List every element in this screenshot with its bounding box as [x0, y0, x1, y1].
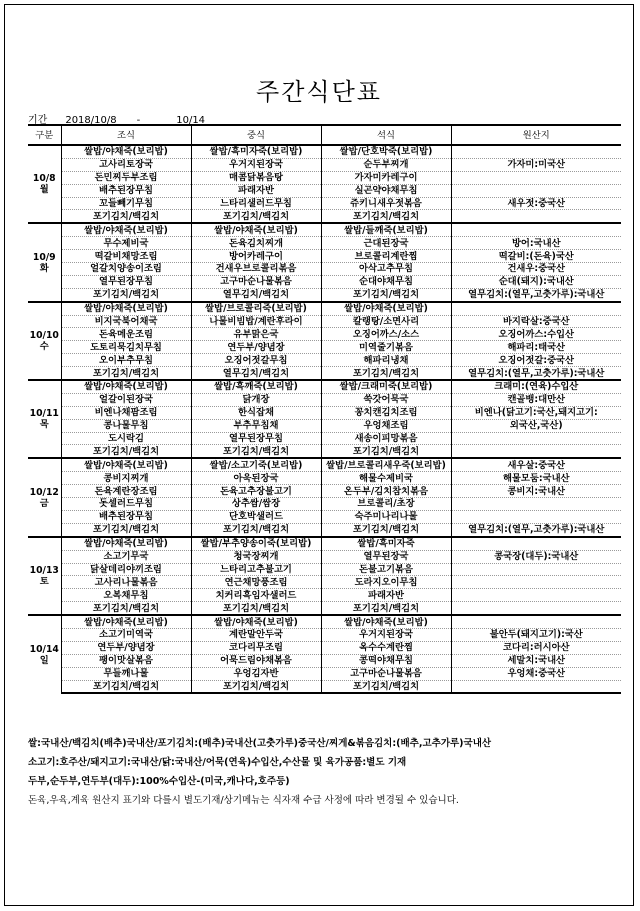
- lunch-cell: 매콤닭볶음탕: [191, 171, 321, 184]
- origin-cell: 열무김치:(열무,고춧가루):국내산: [451, 523, 621, 536]
- breakfast-cell: 비지국북어채국: [61, 315, 191, 328]
- breakfast-cell: 포기김치/백김치: [61, 680, 191, 693]
- origin-cell: 오징어젓갈:중국산: [451, 354, 621, 367]
- menu-row: [28, 563, 621, 576]
- dinner-cell: 포기김치/백김치: [321, 288, 451, 301]
- breakfast-cell: 꼬들빼기무침: [61, 197, 191, 210]
- day-cell: [28, 458, 61, 536]
- origin-cell: 건새우:중국산: [451, 263, 621, 276]
- period-end: 10/14: [176, 115, 206, 126]
- breakfast-cell: 열무된장무침: [61, 275, 191, 288]
- dinner-cell: 열무된장국: [321, 550, 451, 563]
- breakfast-cell: 오복채무침: [61, 589, 191, 602]
- breakfast-cell: 쌀밥/야채죽(보리밥): [61, 615, 191, 628]
- lunch-cell: 고구마순나물볶음: [191, 275, 321, 288]
- lunch-cell: 돈육고추장불고기: [191, 485, 321, 498]
- lunch-cell: 쌀밥/야채죽(보리밥): [191, 223, 321, 236]
- origin-cell: [451, 498, 621, 511]
- menu-row: [28, 288, 621, 301]
- header-breakfast: 조식: [61, 125, 191, 145]
- lunch-cell: 열무김치/백김치: [191, 288, 321, 301]
- lunch-cell: 쌀밥/브로콜리죽(보리밥): [191, 302, 321, 315]
- breakfast-cell: 포기김치/백김치: [61, 367, 191, 380]
- dinner-cell: 실곤약야채무침: [321, 184, 451, 197]
- menu-row: [28, 354, 621, 367]
- origin-cell: 콩국장(대두):국내산: [451, 550, 621, 563]
- breakfast-cell: 돈육계란장조림: [61, 485, 191, 498]
- lunch-cell: 코다리무조림: [191, 641, 321, 654]
- day-date: 10/9: [32, 251, 56, 263]
- menu-row: [28, 576, 621, 589]
- breakfast-cell: 쌀밥/야채죽(보리밥): [61, 458, 191, 471]
- lunch-cell: 부추무침채: [191, 419, 321, 432]
- day-weekday: 화: [39, 262, 49, 274]
- breakfast-cell: 얼갈치양송이조림: [61, 263, 191, 276]
- breakfast-cell: 무들깨나물: [61, 667, 191, 680]
- menu-row: [28, 145, 621, 158]
- breakfast-cell: 포기김치/백김치: [61, 523, 191, 536]
- menu-row: [28, 472, 621, 485]
- period-start: 2018/10/8: [65, 115, 117, 126]
- day-date: 10/12: [29, 486, 59, 498]
- dinner-cell: 아삭고추무침: [321, 263, 451, 276]
- dinner-cell: 새송이피망볶음: [321, 432, 451, 445]
- menu-row: [28, 341, 621, 354]
- dinner-cell: 포기김치/백김치: [321, 523, 451, 536]
- menu-row: [28, 184, 621, 197]
- day-cell: [28, 380, 61, 458]
- menu-row: [28, 641, 621, 654]
- menu-row: [28, 628, 621, 641]
- lunch-cell: 파래자반: [191, 184, 321, 197]
- dinner-cell: 쌀밥/브로콜리새우죽(보리밥): [321, 458, 451, 471]
- dinner-cell: 옥수수계란찜: [321, 641, 451, 654]
- menu-row: [28, 680, 621, 693]
- breakfast-cell: 오이부추무침: [61, 354, 191, 367]
- dinner-cell: 쌀밥/단호박죽(보리밥): [321, 145, 451, 158]
- header-origin: 원산지: [451, 125, 621, 145]
- menu-row: [28, 498, 621, 511]
- breakfast-cell: 비엔나채팜조림: [61, 406, 191, 419]
- origin-cell: 크래미:(연육)수입산: [451, 380, 621, 393]
- breakfast-cell: 고사리토장국: [61, 158, 191, 171]
- lunch-cell: 계란말안두국: [191, 628, 321, 641]
- lunch-cell: 돈육김치찌개: [191, 237, 321, 250]
- dinner-cell: 미역줄기볶음: [321, 341, 451, 354]
- origin-cell: 해물모둠:국내산: [451, 472, 621, 485]
- menu-row: [28, 550, 621, 563]
- origin-cell: [451, 537, 621, 550]
- dinner-cell: 순대야채무침: [321, 275, 451, 288]
- day-date: 10/11: [29, 408, 59, 420]
- menu-row: [28, 158, 621, 171]
- origin-cell: 떡갈비:(돈육)국산: [451, 250, 621, 263]
- menu-row: [28, 432, 621, 445]
- breakfast-cell: 쌀밥/야채죽(보리밥): [61, 145, 191, 158]
- day-cell: [28, 615, 61, 693]
- day-date: 10/13: [29, 564, 59, 576]
- origin-cell: [451, 510, 621, 523]
- menu-row: [28, 419, 621, 432]
- origin-cell: 가자미:미국산: [451, 158, 621, 171]
- day-cell: [28, 537, 61, 615]
- dinner-cell: 포기김치/백김치: [321, 680, 451, 693]
- origin-cell: 바지락살:중국산: [451, 315, 621, 328]
- dinner-cell: 돈불고기볶음: [321, 563, 451, 576]
- dinner-cell: 해물수제비국: [321, 472, 451, 485]
- menu-row: [28, 367, 621, 380]
- note-line: 돈육,우육,계육 원산지 표기와 다를시 별도기재/상기메뉴는 식자재 수급 사정에 따라 변경될 수 있습니다.: [28, 795, 459, 806]
- menu-row: [28, 615, 621, 628]
- dinner-cell: 온두부/김치참치볶음: [321, 485, 451, 498]
- lunch-cell: 열무김치/백김치: [191, 367, 321, 380]
- day-weekday: 일: [39, 654, 49, 666]
- breakfast-cell: 얼갈이된장국: [61, 393, 191, 406]
- origin-cell: [451, 223, 621, 236]
- dinner-cell: 칼랭탕/소면사리: [321, 315, 451, 328]
- weekly-menu-table: [28, 124, 621, 694]
- menu-row: [28, 275, 621, 288]
- breakfast-cell: 무수제비국: [61, 237, 191, 250]
- origin-cell: 해파리:태국산: [451, 341, 621, 354]
- dinner-cell: 꽁치캔김치조림: [321, 406, 451, 419]
- dinner-cell: 오징어까스/소스: [321, 328, 451, 341]
- menu-row: [28, 237, 621, 250]
- breakfast-cell: 쌀밥/야채죽(보리밥): [61, 302, 191, 315]
- lunch-cell: 쌀밥/야채죽(보리밥): [191, 615, 321, 628]
- menu-row: [28, 393, 621, 406]
- menu-row: [28, 197, 621, 210]
- origin-cell: 방어:국내산: [451, 237, 621, 250]
- day-date: 10/8: [32, 173, 56, 185]
- lunch-cell: 쌀밥/흑미자죽(보리밥): [191, 145, 321, 158]
- lunch-cell: 아욱된장국: [191, 472, 321, 485]
- breakfast-cell: 닭살데리야끼조림: [61, 563, 191, 576]
- dinner-cell: 근대된장국: [321, 237, 451, 250]
- lunch-cell: 한식잡채: [191, 406, 321, 419]
- dinner-cell: 쥬키니새우젓볶음: [321, 197, 451, 210]
- day-cell: [28, 302, 61, 380]
- dinner-cell: 포기김치/백김치: [321, 367, 451, 380]
- origin-cell: 우엉채:중국산: [451, 667, 621, 680]
- lunch-cell: 치커리흑임자샐러드: [191, 589, 321, 602]
- lunch-cell: 포기김치/백김치: [191, 523, 321, 536]
- origin-cell: [451, 302, 621, 315]
- dinner-cell: 콩떡야채무침: [321, 654, 451, 667]
- menu-row: [28, 458, 621, 471]
- lunch-cell: 쌀밥/소고기죽(보리밥): [191, 458, 321, 471]
- dinner-cell: 쌀밥/야채죽(보리밥): [321, 615, 451, 628]
- menu-row: [28, 302, 621, 315]
- breakfast-cell: 떡갈비채망조림: [61, 250, 191, 263]
- menu-row: [28, 328, 621, 341]
- breakfast-cell: 배추된장무침: [61, 184, 191, 197]
- origin-cell: 세말치:국내산: [451, 654, 621, 667]
- origin-cell: 순대(돼지):국내산: [451, 275, 621, 288]
- breakfast-cell: 포기김치/백김치: [61, 210, 191, 223]
- breakfast-cell: 쌀밥/야채죽(보리밥): [61, 223, 191, 236]
- breakfast-cell: 배추된장무침: [61, 510, 191, 523]
- lunch-cell: 연두부/양념장: [191, 341, 321, 354]
- header-lunch: 중식: [191, 125, 321, 145]
- lunch-cell: 포기김치/백김치: [191, 602, 321, 615]
- dinner-cell: 도라지오이무침: [321, 576, 451, 589]
- breakfast-cell: 콩비지찌개: [61, 472, 191, 485]
- menu-row: [28, 654, 621, 667]
- menu-row: [28, 171, 621, 184]
- day-date: 10/14: [29, 643, 59, 655]
- note-line: 쌀:국내산/백김치(배추)국내산/포기김치:(배추)국내산(고춧가루)중국산/찌게&볶음김치:(배추,고추가루)국내산: [28, 738, 492, 749]
- dinner-cell: 가자미카레구이: [321, 171, 451, 184]
- breakfast-cell: 돈육메운조림: [61, 328, 191, 341]
- breakfast-cell: 연두부/양념장: [61, 641, 191, 654]
- day-weekday: 월: [39, 184, 49, 196]
- lunch-cell: 건새우브로콜리볶음: [191, 263, 321, 276]
- note-line: 두부,순두부,연두부(대두):100%수입산-(미국,캐나다,호주등): [28, 776, 290, 787]
- origin-cell: 불안두(돼지고기):국산: [451, 628, 621, 641]
- breakfast-cell: 소고기무국: [61, 550, 191, 563]
- period-dash: -: [136, 115, 141, 126]
- breakfast-cell: 팽이맛살볶음: [61, 654, 191, 667]
- header-row: [28, 125, 621, 145]
- lunch-cell: 어묵드림야채볶음: [191, 654, 321, 667]
- origin-cell: [451, 171, 621, 184]
- menu-row: [28, 523, 621, 536]
- lunch-cell: 포기김치/백김치: [191, 445, 321, 458]
- menu-row: [28, 210, 621, 223]
- lunch-cell: 상추쌈/쌈장: [191, 498, 321, 511]
- dinner-cell: 순두부찌개: [321, 158, 451, 171]
- day-weekday: 금: [39, 497, 49, 509]
- lunch-cell: 포기김치/백김치: [191, 680, 321, 693]
- dinner-cell: 우엉채조림: [321, 419, 451, 432]
- dinner-cell: 숙주미나리나물: [321, 510, 451, 523]
- origin-cell: 외국산,국산): [451, 419, 621, 432]
- origin-cell: 캔골뱅:대만산: [451, 393, 621, 406]
- lunch-cell: 느타리샐러드무침: [191, 197, 321, 210]
- header-day: 구분: [28, 125, 61, 145]
- origin-cell: 열무김치:(열무,고춧가루):국내산: [451, 288, 621, 301]
- lunch-cell: 열무된장무침: [191, 432, 321, 445]
- origin-cell: [451, 589, 621, 602]
- lunch-cell: 우거지된장국: [191, 158, 321, 171]
- menu-row: [28, 250, 621, 263]
- origin-cell: [451, 602, 621, 615]
- dinner-cell: 쌀밥/크래미죽(보리밥): [321, 380, 451, 393]
- breakfast-cell: 쌀밥/야채죽(보리밥): [61, 380, 191, 393]
- dinner-cell: 포기김치/백김치: [321, 210, 451, 223]
- day-weekday: 수: [39, 340, 49, 352]
- dinner-cell: 해파리냉채: [321, 354, 451, 367]
- breakfast-cell: 포기김치/백김치: [61, 445, 191, 458]
- menu-row: [28, 485, 621, 498]
- origin-cell: [451, 576, 621, 589]
- lunch-cell: 청국장찌개: [191, 550, 321, 563]
- origin-cell: [451, 445, 621, 458]
- menu-row: [28, 510, 621, 523]
- lunch-cell: 유부맑은국: [191, 328, 321, 341]
- lunch-cell: 우엉김자반: [191, 667, 321, 680]
- lunch-cell: 쌀밥/부추양송이죽(보리밥): [191, 537, 321, 550]
- menu-row: [28, 589, 621, 602]
- dinner-cell: 포기김치/백김치: [321, 445, 451, 458]
- origin-cell: 코다리:러시아산: [451, 641, 621, 654]
- menu-row: [28, 445, 621, 458]
- breakfast-cell: 도시락김: [61, 432, 191, 445]
- origin-cell: [451, 615, 621, 628]
- origin-cell: [451, 432, 621, 445]
- menu-row: [28, 380, 621, 393]
- origin-cell: 열무김치:(열무,고춧가루):국내산: [451, 367, 621, 380]
- origin-notes: [28, 734, 628, 810]
- menu-row: [28, 406, 621, 419]
- origin-cell: [451, 184, 621, 197]
- origin-cell: 오징어까스:수입산: [451, 328, 621, 341]
- dinner-cell: 파래자반: [321, 589, 451, 602]
- menu-row: [28, 537, 621, 550]
- menu-row: [28, 667, 621, 680]
- day-date: 10/10: [29, 329, 59, 341]
- dinner-cell: 브로콜리/초장: [321, 498, 451, 511]
- lunch-cell: 느타리고추불고기: [191, 563, 321, 576]
- dinner-cell: 쑥갓어묵국: [321, 393, 451, 406]
- menu-row: [28, 263, 621, 276]
- lunch-cell: 단호박샐러드: [191, 510, 321, 523]
- note-line: 소고기:호주산/돼지고기:국내산/닭:국내산/어묵(연육)수입산,수산물 및 육가공품:별도 기재: [28, 757, 407, 768]
- origin-cell: [451, 210, 621, 223]
- dinner-cell: 쌀밥/흑미자죽: [321, 537, 451, 550]
- lunch-cell: 나물비빔밥/계란후라이: [191, 315, 321, 328]
- dinner-cell: 쌀밥/야채죽(보리밥): [321, 302, 451, 315]
- page-title: 주간식단표: [256, 78, 382, 106]
- menu-row: [28, 602, 621, 615]
- breakfast-cell: 도토리묵김치무침: [61, 341, 191, 354]
- breakfast-cell: 포기김치/백김치: [61, 602, 191, 615]
- dinner-cell: 브로콜리계란찜: [321, 250, 451, 263]
- breakfast-cell: 돈민찌두부조림: [61, 171, 191, 184]
- breakfast-cell: 돗셀러드무침: [61, 498, 191, 511]
- lunch-cell: 포기김치/백김치: [191, 210, 321, 223]
- breakfast-cell: 소고기미역국: [61, 628, 191, 641]
- lunch-cell: 닭개장: [191, 393, 321, 406]
- lunch-cell: 방어카레구이: [191, 250, 321, 263]
- menu-row: [28, 315, 621, 328]
- origin-cell: 콩비지:국내산: [451, 485, 621, 498]
- lunch-cell: 쌀밥/흑깨죽(보리밥): [191, 380, 321, 393]
- breakfast-cell: 쌀밥/야채죽(보리밥): [61, 537, 191, 550]
- origin-cell: 새우젓:중국산: [451, 197, 621, 210]
- origin-cell: 비엔나(닭고기:국산,돼지고기:: [451, 406, 621, 419]
- breakfast-cell: 포기김치/백김치: [61, 288, 191, 301]
- dinner-cell: 고구마순나물볶음: [321, 667, 451, 680]
- breakfast-cell: 콩나물무침: [61, 419, 191, 432]
- lunch-cell: 오징어젓갈무침: [191, 354, 321, 367]
- day-weekday: 토: [39, 575, 49, 587]
- day-cell: [28, 145, 61, 223]
- day-weekday: 목: [39, 419, 49, 431]
- origin-cell: 새우살:중국산: [451, 458, 621, 471]
- menu-page: [4, 4, 634, 906]
- dinner-cell: 우거지된장국: [321, 628, 451, 641]
- header-dinner: 석식: [321, 125, 451, 145]
- menu-row: [28, 223, 621, 236]
- period-label: 기간: [28, 115, 48, 126]
- day-cell: [28, 223, 61, 301]
- breakfast-cell: 고사리나물볶음: [61, 576, 191, 589]
- origin-cell: [451, 563, 621, 576]
- dinner-cell: 쌀밥/들깨죽(보리밥): [321, 223, 451, 236]
- origin-cell: [451, 145, 621, 158]
- dinner-cell: 포기김치/백김치: [321, 602, 451, 615]
- lunch-cell: 연근채망풍조림: [191, 576, 321, 589]
- origin-cell: [451, 680, 621, 693]
